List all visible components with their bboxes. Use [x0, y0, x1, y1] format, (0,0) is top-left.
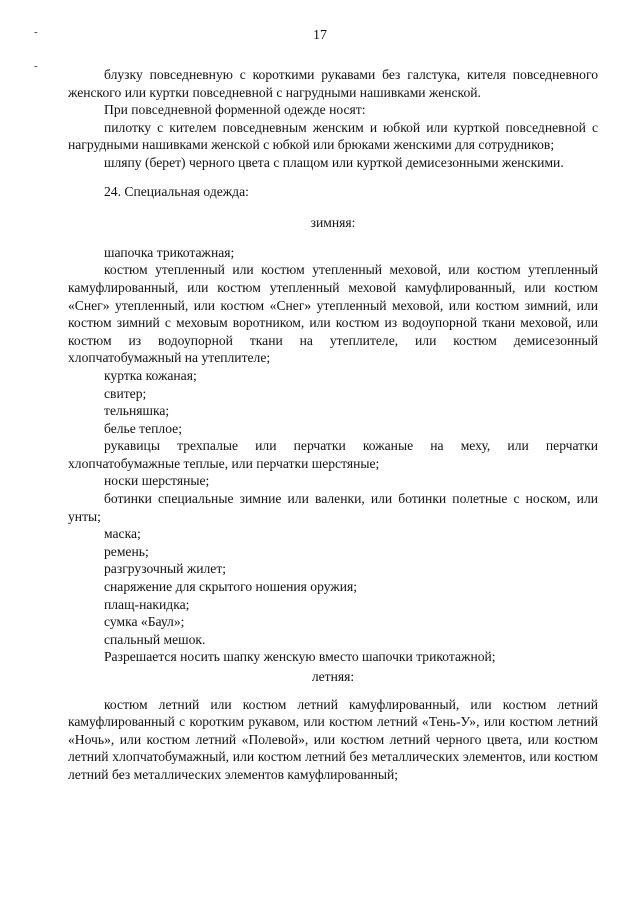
paragraph: При повседневной форменной одежде носят: [104, 102, 366, 118]
paragraph: пилотку с кителем повседневным женским и юбкой или курткой повседневной с нагрудными нашивками женской с юбкой или брюками женскими для сотрудников; [68, 119, 598, 153]
paragraph: шляпу (берет) черного цвета с плащом или курткой демисезонными женскими. [104, 154, 564, 170]
list-item: плащ-накидка; [104, 596, 190, 612]
margin-mark: - [34, 60, 38, 72]
winter-heading: зимняя: [310, 215, 356, 231]
list-item: разгрузочный жилет; [104, 561, 227, 577]
list-item: шапочка трикотажная; [104, 244, 235, 260]
list-item: снаряжение для скрытого ношения оружия; [104, 579, 358, 595]
document-body [68, 66, 598, 784]
list-item: куртка кожаная; [104, 367, 197, 383]
list-item: тельняшка; [104, 403, 170, 419]
list-item: спальный мешок. [104, 631, 206, 647]
list-item: рукавицы трехпалые или перчатки кожаные на меху, или перчатки хлопчатобумажные теплые, или перчатки шерстяные; [68, 438, 598, 471]
page-number: 17 [313, 28, 327, 43]
summer-heading: летняя: [311, 669, 355, 684]
list-item: белье теплое; [104, 420, 182, 436]
list-item: носки шерстяные; [104, 473, 210, 489]
section-title: 24. Специальная одежда: [104, 183, 249, 199]
margin-mark: - [34, 26, 38, 38]
list-item: костюм утепленный или костюм утепленный меховой, или костюм утепленный камуфлированный, или костюм утепленный меховой камуфлированный, или костюм «Снег» утепленный, или костюм «Снег» утепленный меховой, или костюм зимний, или костюм зимний с меховым воротником, или костюм из водоупорной ткани меховой, или костюм из водоупорной ткани на утеплителе, или костюм демисезонный хлопчатобумажный на утеплителе; [68, 262, 598, 366]
list-item: сумка «Баул»; [104, 614, 185, 630]
list-item: ремень; [104, 543, 149, 559]
list-item: ботинки специальные зимние или валенки, или ботинки полетные с носком, или унты; [68, 491, 598, 524]
list-item: маска; [104, 526, 141, 542]
paragraph: блузку повседневную с короткими рукавами без галстука, кителя повседневного женского или куртки повседневной с нагрудными нашивками женской. [68, 67, 598, 100]
list-item: костюм летний или костюм летний камуфлированный, или костюм летний камуфлированный с коротким рукавом, или костюм летний «Тень-У», или костюм летний «Ночь», или костюм летний «Полевой», или костюм летний черного цвета, или костюм летний хлопчатобумажный, или костюм летний без металлических элементов, или костюм летний без металлических элементов камуфлированный; [68, 696, 598, 782]
winter-note: Разрешается носить шапку женскую вместо шапочки трикотажной; [104, 649, 496, 665]
list-item: свитер; [104, 385, 147, 401]
